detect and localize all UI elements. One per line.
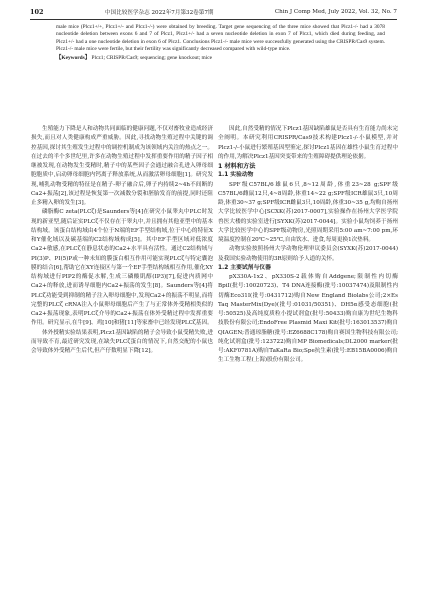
intro-paragraph-4: 因此,自然受精的情况下Plcz1基因缺陷雄鼠是否具有生育能力尚未完全阐明。本研究利用CRISPR/Cas9技术构建Plcz1-/-小鼠模型,并对Plcz1-/-小鼠进行繁殖基因型鉴定,探讨Plcz1基因在雄性小鼠生育过程中的作用,为解决Plcz1基因突变带来的生殖障碍提供理论依据。: [218, 126, 398, 160]
section-heading-methods: 1 材料和方法: [218, 163, 256, 170]
journal-title-en: Chin J Comp Med, July 2022, Vol. 32, No. 7: [274, 9, 397, 15]
journal-title-cn: 中国比较医学杂志 2022年7月第32卷第7期: [104, 10, 214, 16]
header-divider: [30, 19, 397, 20]
page-number: 102: [30, 8, 44, 16]
running-header: [30, 6, 397, 18]
keywords-text: Plcz1; CRISPR/Cas9; sequencing; gene knockout; mice: [91, 54, 213, 61]
right-column: [218, 125, 398, 366]
left-column: [31, 125, 213, 356]
subsection-heading-animals: 1.1 实验动物: [218, 172, 254, 179]
intro-paragraph-3: 体外授精实验结果表明,Plcz1基因缺陷的精子会导致小鼠受精失败,进而导致不育,最近研究发现,在缺失PLCζ蛋白的情况下,自然交配的小鼠也会导致体外受精产生后代,但产仔数明显下降[12]。: [31, 329, 213, 354]
animals-paragraph: SPF级C57BL/6雄鼠6只,8~12周龄,体重23~28 g;SPF级C57BL/6雌鼠12只,4~8周龄,体重14~22 g;SPF级ICR雄鼠3只,10周龄,体重30~37 g;SPF级ICR雌鼠3只,10周龄,体重30~35 g,均购自扬州大学比较医学中心[SCXK(苏)2017-0007],实验操作在扬州大学医学院兽医大楼的实验室进行[SYXK(苏)2017-0044]。实验小鼠均饲养于扬州大学比较医学中心的SPF级动物房,光照周期采用5:00 am~7:00 pm,环境温度控制在20℃~25℃,自由饮水、进食,每周更换1次垫料。: [218, 181, 398, 243]
reagents-paragraph: pX330A-1x2、pX330S-2载体购自Addgene;限制性内切酶BpiI(批号:10020723)、T4 DNA连接酶(批号:10037474)及限制性内切酶Eco31I(批号:0431712)购自New England Biolabs公司;2×Es Taq MasterMix(Dye)(批号:01031/50351)、DH5α感受态细胞(批号:50525)及高纯度质粒小提试剂盒(批号:50433)购自康为世纪生物科技股份有限公司;EndoFree Plasmid Maxi Kit(批号:163013537)购自QIAGEN;普通琼脂糖(批号:EZ6688C178)购自赛国生物科技有限公司;纯化试剂盒(批号:123722)购自MP Biomedicals;DL2000 marker(批号:AKF0781A)购自TaKaRa Bio;Spe抗生素(批号:EB15BA0006)购自生工生物工程(上海)股份有限公司。: [218, 274, 398, 364]
keywords-line: [56, 55, 385, 62]
abstract-text: male mice (Plcz1+/+, Plcz1+/- and Plcz1-/-) were obtained by breeding. Target gene sequencing of the three mice showed that Plcz1-/- had a 3078 nucleotide deletion between exons 6 and 7 of Plcz1, Plcz1+/- had a seven nucleotide deletion in exon 7 of Plcz1, which died during feeding, and Plcz1+/- had a one nucleotide deletion in exon 6 of Plcz1. Conclusions Plcz1-/- male mice were successfully generated using the CRISPR/Cas9 system. Plcz1-/- male mice were fertile, but their fertility was significantly decreased compared with wild-type mice.: [56, 24, 385, 53]
intro-paragraph-2: 磷脂酶C zeta(PLCζ)是Saunders等[4]在研究小鼠睾丸中PLC时发现的新亚型,随后证实PLCζ不仅存在于睾丸中,并且拥有其他亚型中的基本结构域。该蛋白结构域由4个位于N端的EF手型结构域,位于中心的特征X和Y催化域以及碳基端的C2结构域构成[5]。其中EF手型区域对低浓度Ca2+敏感,在PLCζ在静息状态的Ca2+水平具有活性。通过C2结构域与PI(3)P、PI(5)P或一种未知的膜蛋白相互作用可能实现PLCζ与特定囊泡膜的结合[6],帮助它在XY连接区与第一个EF手型结构域相互作用,催化XY结构域进行PIP2的酶促水解,生成三磷酸肌醇(IP3)[7],促进内质网中Ca2+的释放,进而诱导细胞内Ca2+振荡的发生[8]。Saunders等[4]将PLCζ功能受到抑制的精子注入卵母细胞中,发现Ca2+的振荡不明显,而将完整的PLCζ cRNA注入小鼠卵母细胞后产生了与正常体外受精相类似的Ca2+振荡现象,表明PLCζ介导的Ca2+振荡在体外受精过程中发挥重要作用。研究显示,在牛[9]、鸡[10]和猪[11]等家畜中已经发现PLCζ基因。: [31, 209, 213, 327]
english-abstract: [56, 24, 385, 62]
subsection-heading-reagents: 1.2 主要试剂与仪器: [218, 264, 271, 271]
keywords-label: 【Keywords】: [56, 54, 91, 61]
ethics-paragraph: 动物实验按照扬州大学动物伦理审议委员会(SYXK(苏)2017-0044)及我国实验动物使用的3R原则给予人道的关怀。: [218, 246, 398, 262]
intro-paragraph-1: 生殖能力下降是人和动物共同面临的健康问题,不仅对畜牧业造成经济损失,而且对人类健康构成严重威胁。因此,寻找动物生殖过程中关键的调控基因,探讨其生殖发生过程中的调控机制成为该领域内关注的热点之一。在过去的半个多世纪里,许多在动物生殖过程中发挥重要作用的精子因子相继被发现,在动物发生受精时,精子中的某些因子会通过融合孔进入卵母细胞胞质中,启动卵母细胞内钙离子释放系统,从而激活卵母细胞[1]。研究发现,哺乳动物受精的特征是在精子-卵子融合后,卵子内持续2~4h不间断的Ca2+振荡[2],该过程是恢复第一次减数分裂和胚胎发育的前提,同时还阻止多精入卵的发生[3]。: [31, 126, 213, 206]
